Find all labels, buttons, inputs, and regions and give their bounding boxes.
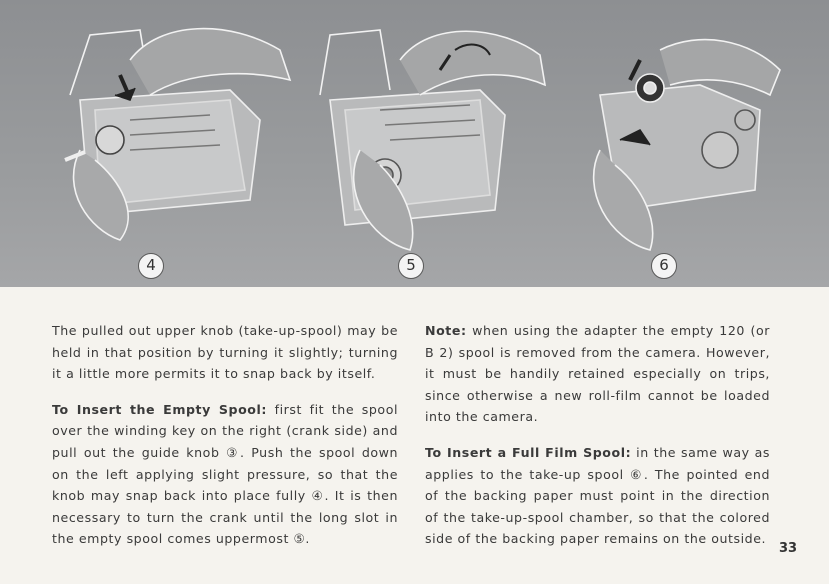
figure-4-drawing: [65, 29, 290, 240]
paragraph-note: [425, 320, 770, 428]
body-note: when using the adapter the empty 120 (or B 2) spool is removed from the camera. However, it must be handily retained especially on trips, since otherwise a new roll-film cannot be loaded into the camera.: [425, 323, 770, 425]
camera-illustration-panel: [0, 0, 829, 287]
body-insert-empty-spool: first fit the spool over the winding key on the right (crank side) and pull out the guide knob ③. Push the spool down on the left applying slight pressure, so that the knob may snap back into place fully ④. It is then necessary to turn the crank until the long slot in the empty spool comes uppermost ⑤.: [52, 401, 398, 547]
heading-insert-empty-spool: To Insert the Empty Spool:: [52, 401, 267, 417]
body-insert-full-spool: in the same way as applies to the take-up spool ⑥. The pointed end of the backing paper must point in the direction of the take-up-spool chamber, so that the colored side of the backing paper remains on the outside.: [425, 444, 770, 547]
camera-drawings: [0, 0, 829, 287]
right-text-column: [425, 320, 770, 564]
heading-note: Note:: [425, 323, 467, 338]
paragraph-insert-empty-spool: [52, 399, 398, 550]
figure-number-5: 5: [398, 253, 424, 279]
figure-number-4: 4: [138, 253, 164, 279]
figure-5-drawing: [320, 30, 545, 250]
left-text-column: [52, 320, 398, 564]
paragraph-knob: The pulled out upper knob (take-up-spool) may be held in that position by turning it slightly; turning it a little more permits it to snap back by itself.: [52, 323, 398, 382]
paragraph-insert-full-spool: [425, 442, 770, 550]
figure-number-6: 6: [651, 253, 677, 279]
page-number: 33: [779, 541, 798, 556]
figure-6-drawing: [594, 40, 780, 250]
heading-insert-full-spool: To Insert a Full Film Spool:: [425, 444, 632, 460]
